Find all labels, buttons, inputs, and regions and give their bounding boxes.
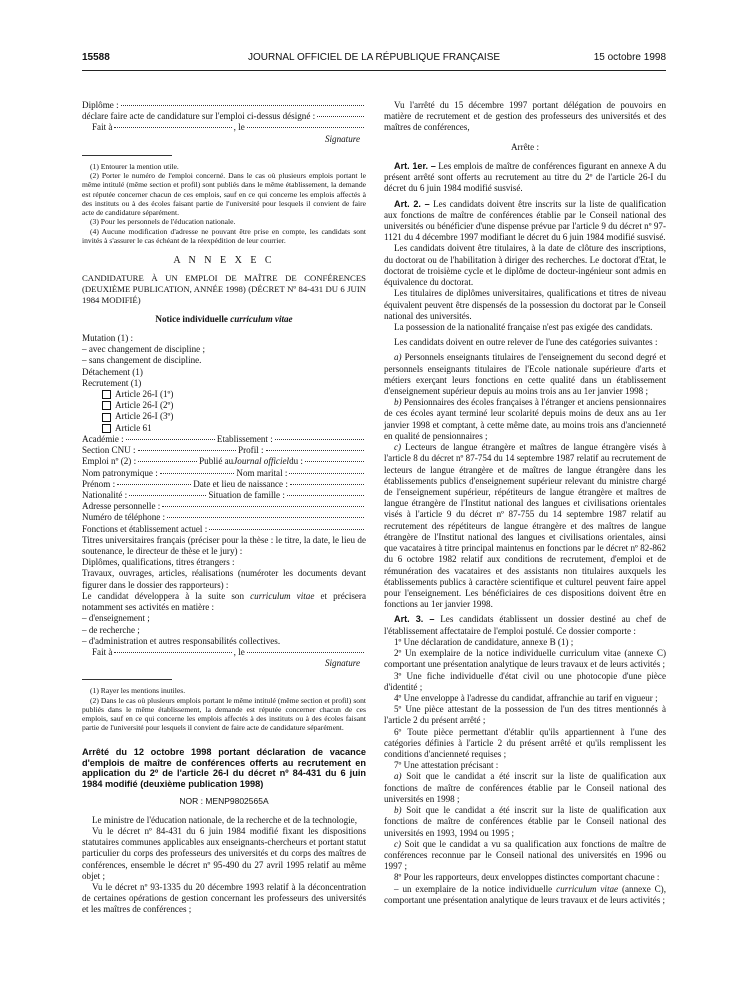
list-item: – d'enseignement ; (82, 613, 150, 624)
fonctions-field[interactable]: Fonctions et établissement actuel : (82, 524, 366, 535)
diplome-line: Diplôme : (82, 100, 366, 111)
paragraph: La possession de la nationalité française n'est pas exigée des candidats. (394, 321, 653, 332)
dossier-item: 4º Une enveloppe à l'adresse du candidat, affranchie au tarif en vigueur ; (394, 692, 658, 703)
signature-label: Signature (324, 133, 360, 144)
category-c: c) Lecteurs de langue étrangère et maîtres de langue étrangère visés à l'article 8 du décret nº 87-754 du 14 septembre 1987 relatif au recrutement de lecteurs de langue étrangère et de maîtres de langue étrangère dans les établissements publics d'enseignement supérieur relevant du ministre chargé de l'enseignement supérieur, répétiteurs de langue étrangère et maîtres de langue étrangère de l'Institut national des langues et civilisations orientales visés à l'article 9 du décret nº 87-755 du 14 septembre 1987 relatif au recrutement des répétiteurs de langue étrangère et des maîtres de langue étrangère de l'Institut national des langues et civilisations orientales, ainsi que vacataires à titre principal maintenus en fonctions par le décret nº 82-862 du 6 octobre 1982 relatif aux conditions de recrutement, d'emploi et de rémunération des vacataires et des assistants non titulaires auxquels les établissements publics à caractère scientifique et culturel peuvent faire appel pour l'enseignement. Les bénéficiaires de ces dispositions doivent être en fonctions au 1er janvier 1998. (384, 442, 666, 610)
list-item: – avec changement de discipline ; (82, 344, 205, 355)
footnote-rule (82, 679, 172, 680)
nom-field[interactable]: Nom patronymique : Nom marital : (82, 468, 366, 479)
arrete-heading: Arrête : (510, 141, 540, 152)
nationalite-field[interactable]: Nationalité : Situation de famille : (82, 490, 366, 501)
candidat-paragraph: Le candidat développera à la suite son curriculum vitae et précisera notamment ses activités en matière : (82, 590, 366, 613)
prenom-field[interactable]: Prénom : Date et lieu de naissance : (82, 479, 366, 490)
dossier-item: 7º Une attestation précisant : (394, 760, 499, 771)
footnote: (2) Porter le numéro de l'emploi concerné. Dans le cas où plusieurs emplois portant le même intitulé (même section et profil) sont publiés dans le même établissement, la demande est réputée concerner chacun de ces emplois, sauf en ce qui concerne les emplois affectés à des instituts ou à des écoles faisant partie de l'université pour lesquels il convient de faire acte de candidature séparément. (82, 171, 366, 218)
dossier-item: 8º Pour les rapporteurs, deux enveloppes distinctes comportant chacune : (394, 872, 660, 883)
footnotes-annexe-b (82, 162, 366, 245)
journal-title: JOURNAL OFFICIEL DE LA RÉPUBLIQUE FRANÇAISE (247, 52, 501, 63)
checkbox-article-3[interactable]: Article 26-I (3º) (82, 411, 366, 422)
article-3: Art. 3. – Les candidats établissent un dossier destiné au chef de l'établissement affectataire de l'emploi postulé. Ce dossier comporte : (384, 614, 667, 636)
issue-date: 15 octobre 1998 (593, 52, 666, 63)
category-a: a) Personnels enseignants titulaires de l'enseignement du second degré et personnels enseignants titulaires de l'Ecole nationale supérieure d'arts et métiers exerçant leurs fonctions en cette qualité dans un établissement d'enseignement supérieur depuis au moins trois ans au 1er janvier 1998 ; (384, 352, 666, 397)
sub-item-c: c) Soit que le candidat a vu sa qualification aux fonctions de maître de conférences reconnue par le Conseil national des universités en 1996 ou 1997 ; (384, 838, 666, 872)
candidature-form-end (82, 100, 366, 145)
mutation-label: Mutation (1) : (82, 332, 134, 343)
dossier-item: 5º Une pièce attestant de la possession de l'un des titres mentionnés à l'article 2 du présent arrêté ; (384, 704, 666, 726)
article-1: Art. 1er. – Les emplois de maître de conférences figurant en annexe A du présent arrêté sont offerts au recrutement au titre du 2º de l'article 26-I du décret du 6 juin 1984 modifié susvisé. (384, 160, 666, 194)
checkbox-article-2[interactable]: Article 26-I (2º) (82, 400, 366, 411)
decree-paragraph: Le ministre de l'éducation nationale, de la recherche et de la technologie, (92, 814, 357, 825)
checkbox-icon[interactable] (102, 413, 111, 422)
dossier-item: 3º Une fiche individuelle d'état civil ou une photocopie d'une pièce d'identité ; (384, 670, 666, 692)
list-item: – sans changement de discipline. (82, 355, 202, 366)
paragraph: Les titulaires de diplômes universitaires, qualifications et titres de niveau équivalent peuvent être dispensés de la possession du doctorat par le Conseil national des universités. (384, 288, 666, 321)
sub-item-a: a) Soit que le candidat a été inscrit sur la liste de qualification aux fonctions de maître de conférences établie par le Conseil national des universités en 1998 ; (384, 771, 666, 804)
emploi-field[interactable]: Emploi nº (2) : Publié au Journal officiel du : (82, 456, 366, 467)
footnote: (1) Rayer les mentions inutiles. (90, 686, 186, 696)
footnote: (4) Aucune modification d'adresse ne pouvant être prise en compte, les candidats sont invités à s'assurer le cas échéant de la réexpédition de leur courrier. (82, 226, 366, 245)
list-item: – d'administration et autres responsabilités collectives. (82, 635, 281, 646)
decree-paragraph: Vu le décret nº 93-1335 du 20 décembre 1993 relatif à la déconcentration de certaines opérations de gestion concernant les professeurs des universités et les maîtres de conférences ; (82, 881, 366, 915)
checkbox-article-1[interactable]: Article 26-I (1º) (82, 389, 366, 400)
dossier-item: 1º Une déclaration de candidature, annexe B (1) ; (394, 636, 574, 647)
header-rule (82, 70, 666, 71)
page-number: 15588 (82, 52, 110, 63)
article-2: Art. 2. – Les candidats doivent être inscrits sur la liste de qualification aux fonctions de maître de conférences établie par le Conseil national des universités ou bénéficier d'une dispense prévue par l'article 9 du décret nº 97-1121 du 4 décembre 1997 modifiant le décret du 6 juin 1984 modifié susvisé. (384, 198, 666, 243)
travaux-paragraph: Travaux, ouvrages, articles, réalisations (numéroter les documents devant figurer dans le dossier des rapporteurs) : (82, 568, 366, 590)
adresse-field[interactable]: Adresse personnelle : (82, 501, 366, 512)
sub-item-b: b) Soit que le candidat a été inscrit sur la liste de qualification aux fonctions de maître de conférences établie par le Conseil national des universités en 1993, 1994 ou 1995 ; (384, 805, 666, 838)
declaration-line: déclare faire acte de candidature sur l'emploi ci-dessus désigné : (82, 111, 366, 122)
signature-label: Signature (324, 658, 360, 669)
diplomes-line: Diplômes, qualifications, titres étrangers : (82, 557, 235, 568)
footnote: (3) Pour les personnels de l'éducation nationale. (90, 217, 236, 227)
item8-sub: – un exemplaire de la notice individuelle curriculum vitae (annexe C), comportant une présentation analytique de leurs travaux et de leurs activités ; (384, 883, 666, 905)
paragraph: Les candidats doivent être titulaires, à la date de clôture des inscriptions, du doctorat ou de l'habilitation à diriger des recherches. Le doctorat d'Etat, le doctorat de troisième cycle et le diplôme de docteur-ingénieur sont admis en équivalence du doctorat. (384, 243, 666, 288)
fait-a-line: Fait à , le (82, 122, 366, 133)
footnotes-annexe-c (82, 686, 366, 732)
category-b: b) Pensionnaires des écoles françaises à l'étranger et anciens pensionnaires de ces écoles ayant terminé leur scolarité depuis moins de deux ans au 1er janvier 1998 et comptant, à cette même date, au moins trois ans d'ancienneté en qualité de pensionnaires ; (384, 397, 666, 441)
section-field[interactable]: Section CNU : Profil : (82, 445, 366, 456)
page-header (82, 52, 666, 70)
dossier-item: 2º Un exemplaire de la notice individuelle curriculum vitae (annexe C) comportant une présentation analytique de leurs travaux et de leurs activités ; (384, 648, 666, 670)
academie-field[interactable]: Académie : Etablissement : (82, 434, 366, 445)
detachement-label: Détachement (1) (82, 366, 143, 377)
telephone-field[interactable]: Numéro de téléphone : (82, 512, 366, 523)
checkbox-article-61[interactable]: Article 61 (82, 423, 366, 434)
dossier-item: 6º Toute pièce permettant d'établir qu'ils appartiennent à l'une des catégories définies à l'article 2 du présent arrêté et qu'ils remplissent les conditions d'ancienneté requises ; (384, 726, 666, 760)
annexe-subtitle: CANDIDATURE À UN EMPLOI DE MAÎTRE DE CONFÉRENCES (DEUXIÈME PUBLICATION, ANNÉE 1998) (DÉCRET Nº 84-431 DU 6 JUIN 1984 MODIFIÉ) (82, 273, 366, 305)
decree-paragraph: Vu le décret nº 84-431 du 6 juin 1984 modifié fixant les dispositions statutaires communes applicables aux enseignants-chercheurs et portant statut particulier du corps des professeurs des universités et du corps des maîtres de conférences, ensemble le décret nº 95-490 du 27 avril 1995 relatif au même objet ; (82, 825, 366, 881)
right-column (384, 100, 666, 906)
paragraph: Les candidats doivent en outre relever de l'une des catégories suivantes : (394, 337, 658, 348)
list-item: – de recherche ; (82, 624, 140, 635)
footnote: (1) Entourer la mention utile. (90, 161, 179, 171)
nor-reference: NOR : MENP9802565A (179, 796, 269, 807)
titres-paragraph: Titres universitaires français (préciser pour la thèse : le titre, la date, le lieu de soutenance, le directeur de thèse et le jury) : (82, 534, 366, 557)
checkbox-icon[interactable] (102, 401, 111, 410)
recrutement-label: Recrutement (1) (82, 377, 142, 388)
vu-arrete-paragraph: Vu l'arrêté du 15 décembre 1997 portant délégation de pouvoirs en matière de recrutement et de gestion des professeurs des universités et des maîtres de conférences, (384, 100, 666, 133)
annexe-title: A N N E X E C (173, 255, 275, 267)
decree-title: Arrêté du 12 octobre 1998 portant déclaration de vacance d'emplois de maître de conférences offerts au recrutement en application du 2º de l'article 26-I du décret nº 84-431 du 6 juin 1984 modifié (deuxième publication 1998) (82, 746, 366, 790)
footnote: (2) Dans le cas où plusieurs emplois portant le même intitulé (même section et profil) sont publiés dans le même établissement, la demande est réputée concerner chacun de ces emplois, sauf en ce qui concerne les emplois affectés à des instituts ou à des écoles faisant partie de l'université pour lesquels il convient de faire acte de candidature séparément. (82, 695, 366, 733)
left-column (82, 100, 366, 916)
footnote-rule (82, 155, 172, 156)
notice-title: Notice individuelle curriculum vitae (155, 313, 293, 324)
checkbox-icon[interactable] (102, 390, 111, 399)
checkbox-icon[interactable] (102, 424, 111, 433)
fait-a-line: Fait à , le (82, 647, 366, 658)
